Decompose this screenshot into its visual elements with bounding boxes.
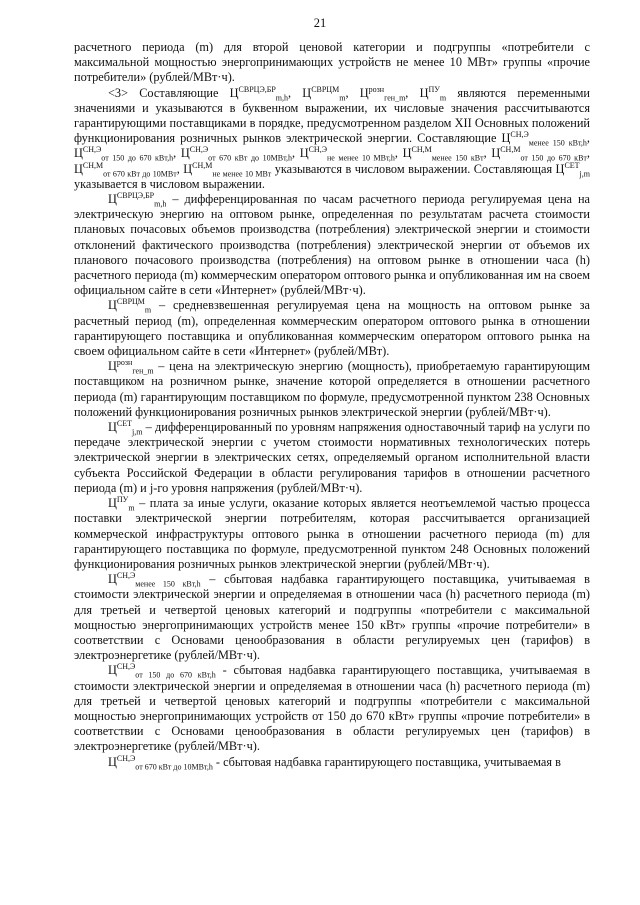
paragraph-6: $Ц^{СЕТ}_{j,m}$ – дифференцированный по уровням напряжения одноставочный тариф на услуги по передаче электрической энергии с учетом стоимости нормативных технологических потерь электрической энергии в электрических сетях, определяемый органом исполнительной власти субъекта Российской Федерации в области регулирования тарифов в отношении расчетного периода (m) и j-го уровня напряжения (рублей/МВт·ч). [74,418,590,495]
page-number: 21 [313,16,327,30]
paragraph-8: $Ц^{СН,Э}_{менее 150 кВт,h}$ – сбытовая надбавка гарантирующего поставщика, учитываемая в стоимости электрической энергии и определяемая в отношении часа (h) расчетного периода (m) для третьей и четвертой ценовых категорий и подгруппы «потребители с максимальной мощностью энергопринимающих устройств менее 150 кВт» группы «прочие потребители» в соответствии с Основами ценообразования в области регулируемых цен (тарифов) в электроэнергетике (рублей/МВт·ч). [74,571,590,663]
body-text [74,40,590,770]
paragraph-9: $Ц^{СН,Э}_{от 150 до 670 кВт,h}$ - сбытовая надбавка гарантирующего поставщика, учитываемая в стоимости электрической энергии и определяемая в отношении часа (h) расчетного периода (m) для третьей и четвертой ценовых категорий и подгруппы «потребители с максимальной мощностью энергопринимающих устройств от 150 до 670 кВт» группы «прочие потребители» в соответствии с Основами ценообразования в области регулируемых цен (тарифов) в электроэнергетике (рублей/МВт·ч). [74,662,591,754]
paragraph-10: $Ц^{СН,Э}_{от 670 кВт до 10МВт,h}$ - сбытовая надбавка гарантирующего поставщика, учитываемая в [108,753,561,771]
paragraph-4: $Ц^{СВРЦМ}_m$ – средневзвешенная регулируемая цена на мощность на оптовом рынке за расчетный период (m), определенная коммерческим оператором оптового рынка в отношении гарантирующего поставщика и опубликованная коммерческим оператором оптового рынка на своем официальном сайте в сети «Интернет» (рублей/МВт). [74,297,590,359]
paragraph-5: $Ц^{розн}_{ген\_m}$ – цена на электрическую энергию (мощность), приобретаемую гарантирующим поставщиком на розничном рынке, значение которой определяется в отношении расчетного периода (m) гарантирующим поставщиком по формуле, предусмотренной пунктом 238 Основных положений функционирования розничных рынков электрической энергии (рублей/МВт·ч). [74,358,590,419]
paragraph-2: <3> Составляющие $Ц^{СВРЦЭ,БР}_{m,h}$, $Ц^{СВРЦМ}_m$, $Ц^{розн}_{ген\_m}$, $Ц^{ПУ}_m$ являются переменными значениями и указываются в буквенном выражении, их числовые значения рассчитываются гарантирующими поставщиками в порядке, предусмотренном разделом XII Основных положений функционирования розничных рынков электрической энергии. Составляющие $Ц^{СН,Э}_{менее 150 кВт,h}$, $Ц^{СН,Э}_{от 150 до 670 кВт,h}$, $Ц^{СН,Э}_{от 670 кВт до 10МВт,h}$, $Ц^{СН,Э}_{не менее 10 МВт,h}$, $Ц^{СН,М}_{менее 150 кВт}$, $Ц^{СН,М}_{от 150 до 670 кВт}$, $Ц^{СН,М}_{от 670 кВт до 10МВт}$, $Ц^{СН,М}_{не менее 10 МВт}$ указываются в числовом выражении. Составляющая $Ц^{СЕТ}_{j,m}$ указывается в числовом выражении. [74,84,590,191]
paragraph-1: расчетного периода (m) для второй ценовой категории и подгруппы «потребители с максимальной мощностью энергопринимающих устройств не менее 10 МВт» группы «прочие потребители» (рублей/МВт·ч). [74,40,590,85]
paragraph-7: $Ц^{ПУ}_m$ – плата за иные услуги, оказание которых является неотъемлемой частью процесса поставки электрической энергии потребителям, которая рассчитывается организацией коммерческой инфраструктуры оптового рынка в отношении расчетного периода (m) для гарантирующего поставщика по формуле, предусмотренной пунктом 248 Основных положений функционирования розничных рынков электрической энергии (рублей/МВт·ч). [74,495,590,571]
paragraph-3: $Ц^{СВРЦЭ,БР}_{m,h}$ – дифференцированная по часам расчетного периода регулируемая цена на электрическую энергию на оптовом рынке, определенная по результатам расчета стоимости плановых почасовых объемов производства (потребления) электрической энергии и стоимости отклонений фактического производства (потребления) электрической энергии от объемов их планового почасового производства (потребления) на оптовом рынке в отношении часа (h) расчетного периода (m) коммерческим оператором оптового рынка и опубликованная им на своем официальном сайте в сети «Интернет» (рублей/МВт·ч). [74,190,590,298]
